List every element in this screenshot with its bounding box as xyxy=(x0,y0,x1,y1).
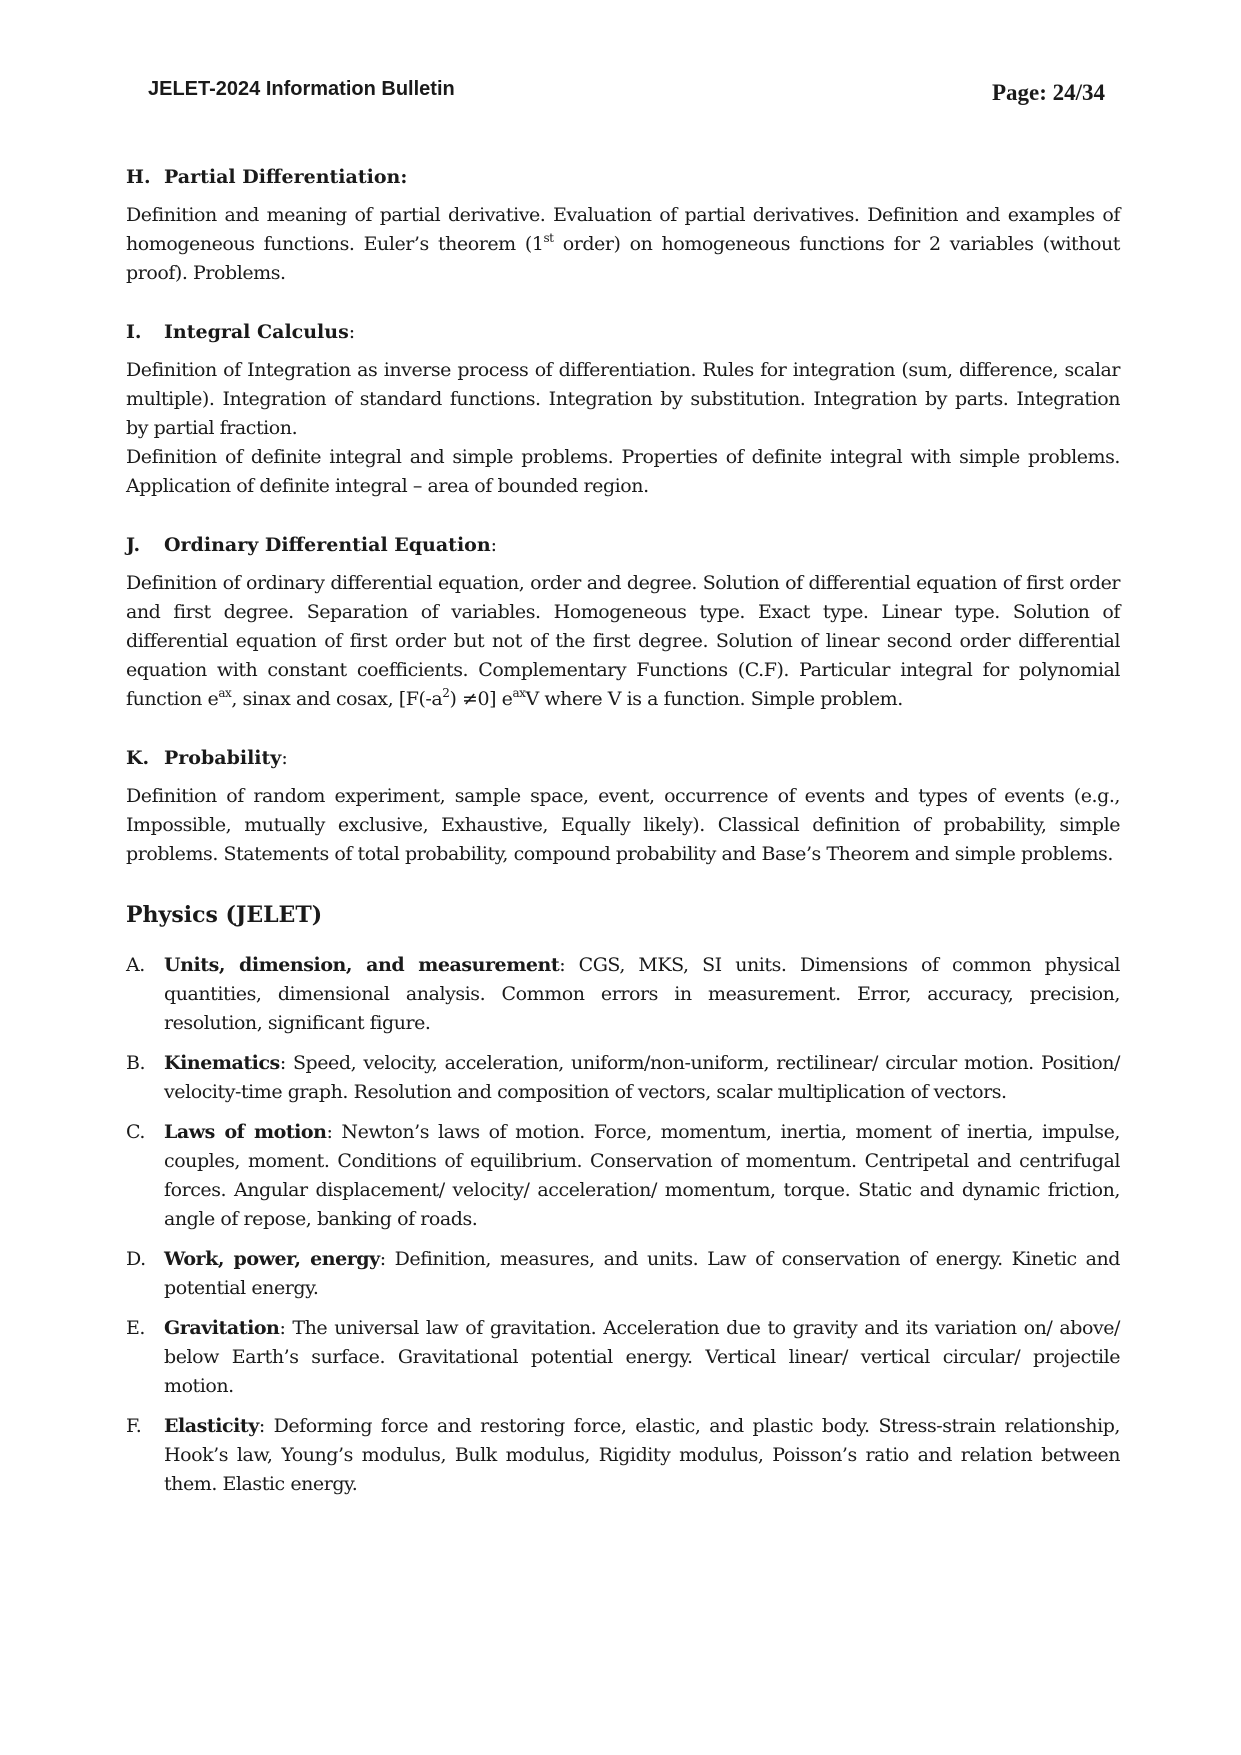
item-term: Kinematics xyxy=(164,1052,280,1074)
superscript: st xyxy=(543,230,554,245)
section-partial-differentiation xyxy=(126,162,1120,288)
bulletin-title: JELET-2024 Information Bulletin xyxy=(148,78,455,100)
item-text: : Definition, measures, and units. Law of conservation of energy. Kinetic and potential energy. xyxy=(164,1248,1120,1299)
physics-topic-item xyxy=(126,1118,1120,1234)
item-term: Gravitation xyxy=(164,1317,280,1339)
superscript: ax xyxy=(512,685,526,700)
section-letter: K. xyxy=(126,747,150,769)
item-text: : The universal law of gravitation. Acceleration due to gravity and its variation on/ above/ below Earth’s surface. Gravitational potential energy. Vertical linear/ vertical circular/ projectile motion. xyxy=(164,1317,1120,1397)
section-colon: : xyxy=(281,747,288,769)
superscript: ax xyxy=(218,685,232,700)
section-paragraph: Definition of definite integral and simple problems. Properties of definite integral with simple problems. Application of definite integral – area of bounded region. xyxy=(126,446,1120,497)
physics-topic-item xyxy=(126,1049,1120,1107)
section-colon: : xyxy=(490,534,498,556)
paragraph-text: V where V is a function. Simple problem. xyxy=(525,688,903,710)
section-title: Integral Calculus xyxy=(164,321,349,343)
item-term: Work, power, energy xyxy=(164,1248,380,1270)
section-heading xyxy=(126,162,1120,192)
item-text: : Deforming force and restoring force, elastic, and plastic body. Stress-strain relationship, Hook’s law, Young’s modulus, Bulk modulus, Rigidity modulus, Poisson’s ratio and relation between them. Elastic energy. xyxy=(164,1415,1120,1495)
section-letter: J. xyxy=(126,534,141,556)
page-number: Page: 24/34 xyxy=(991,80,1105,105)
section-integral-calculus xyxy=(126,317,1120,501)
item-text: : Speed, velocity, acceleration, uniform/non-uniform, rectilinear/ circular motion. Position/ velocity-time graph. Resolution and composition of vectors, scalar multiplication of vectors. xyxy=(164,1052,1120,1103)
superscript: 2 xyxy=(442,685,450,700)
physics-topic-item xyxy=(126,1412,1120,1499)
section-title: Partial Differentiation: xyxy=(164,166,408,188)
item-text: : Newton’s laws of motion. Force, momentum, inertia, moment of inertia, impulse, couples, moment. Conditions of equilibrium. Conservation of momentum. Centripetal and centrifugal forces. Angular displacement/ velocity/ acceleration/ momentum, torque. Static and dynamic friction, angle of repose, banking of roads. xyxy=(164,1121,1120,1230)
physics-topic-item xyxy=(126,951,1120,1038)
item-term: Laws of motion xyxy=(164,1121,327,1143)
section-letter: H. xyxy=(126,166,151,188)
physics-topic-item xyxy=(126,1245,1120,1303)
section-probability xyxy=(126,743,1120,869)
item-label: F. xyxy=(126,1415,142,1437)
item-label: E. xyxy=(126,1317,146,1339)
item-label: B. xyxy=(126,1052,146,1074)
item-label: A. xyxy=(126,954,145,976)
section-colon: : xyxy=(348,321,356,343)
section-ordinary-differential-equation xyxy=(126,530,1120,714)
physics-topic-list xyxy=(126,951,1120,1499)
physics-heading: Physics (JELET) xyxy=(126,902,323,928)
page-content xyxy=(126,162,1120,1510)
item-text: : CGS, MKS, SI units. Dimensions of common physical quantities, dimensional analysis. Common errors in measurement. Error, accuracy, precision, resolution, significant figure. xyxy=(164,954,1121,1034)
section-paragraph: Definition of Integration as inverse process of differentiation. Rules for integration (sum, difference, scalar multiple). Integration of standard functions. Integration by substitution. Integration by parts. Integration by partial fraction. xyxy=(126,359,1120,439)
section-heading xyxy=(126,317,1120,347)
paragraph-text: ) ≠0] e xyxy=(449,688,513,710)
section-letter: I. xyxy=(126,321,142,343)
paragraph-text: order) on homogeneous functions for 2 variables (without proof). Problems. xyxy=(126,233,1120,284)
section-title: Ordinary Differential Equation xyxy=(164,534,491,556)
item-label: C. xyxy=(126,1121,145,1143)
item-term: Elasticity xyxy=(164,1415,259,1437)
section-paragraph xyxy=(126,569,1120,714)
section-heading xyxy=(126,530,1120,560)
paragraph-text: Definition of ordinary differential equation, order and degree. Solution of differential equation of first order and first degree. Separation of variables. Homogeneous type. Exact type. Linear type. Solution of differential equation of first order but not of the first degree. Solution of linear second order differential equation with constant coefficients. Complementary Functions (C.F). Particular integral for polynomial function e xyxy=(126,572,1120,710)
item-label: D. xyxy=(126,1248,146,1270)
section-heading xyxy=(126,743,1120,773)
section-title: Probability xyxy=(164,747,282,769)
section-paragraph: Definition of random experiment, sample space, event, occurrence of events and types of events (e.g., Impossible, mutually exclusive, Exhaustive, Equally likely). Classical definition of probability, simple problems. Statements of total probability, compound probability and Base’s Theorem and simple problems. xyxy=(126,785,1120,865)
item-term: Units, dimension, and measurement xyxy=(164,954,560,976)
section-paragraph xyxy=(126,201,1120,288)
paragraph-text: , sinax and cosax, [F(-a xyxy=(231,688,443,710)
paragraph-text: Definition and meaning of partial derivative. Evaluation of partial derivatives. Definition and examples of homogeneous functions. Euler’s theorem (1 xyxy=(126,204,1120,255)
physics-topic-item xyxy=(126,1314,1120,1401)
